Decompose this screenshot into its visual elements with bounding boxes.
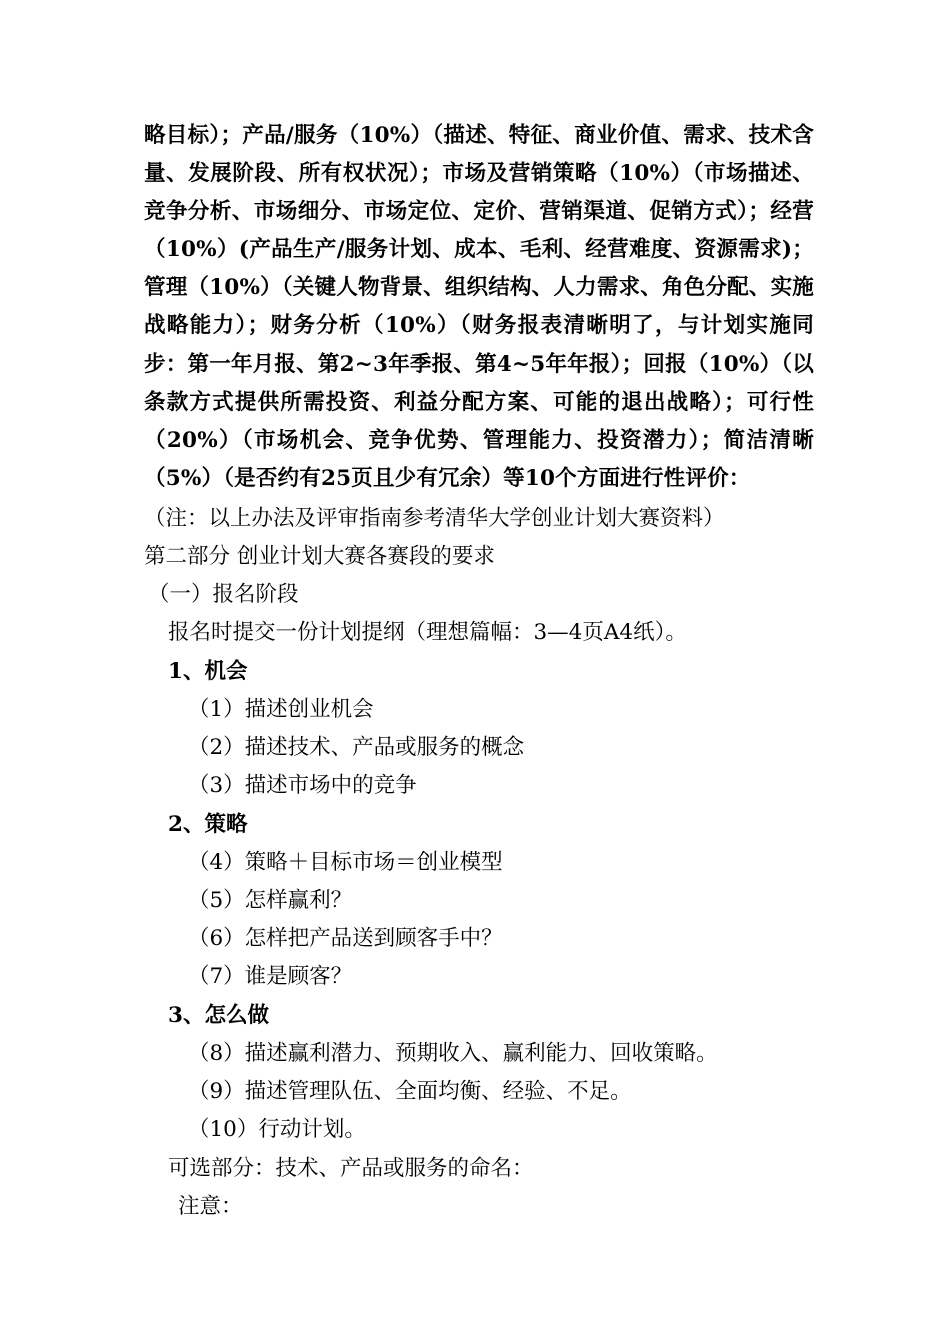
list-item: （2）描述技术、产品或服务的概念 <box>188 735 525 760</box>
optional-line: 可选部分：技术、产品或服务的命名： <box>168 1156 534 1181</box>
attention-line: 注意： <box>178 1194 243 1219</box>
list-item: （3）描述市场中的竞争 <box>188 773 417 798</box>
list-item: （6）怎样把产品送到顾客手中？ <box>188 926 503 951</box>
list-item: （10）行动计划。 <box>188 1117 366 1142</box>
list-item: （1）描述创业机会 <box>188 697 374 722</box>
note-line: （注：以上办法及评审指南参考清华大学创业计划大赛资料） <box>144 506 725 531</box>
list-item: （7）谁是顾客？ <box>188 964 353 989</box>
section-title: 1、机会 <box>168 659 248 684</box>
section-title: 2、策略 <box>168 812 248 837</box>
section-title: 3、怎么做 <box>168 1003 269 1028</box>
list-item: （8）描述赢利潜力、预期收入、赢利能力、回收策略。 <box>188 1041 718 1066</box>
list-item: （9）描述管理队伍、全面均衡、经验、不足。 <box>188 1079 632 1104</box>
part-heading: 第二部分 创业计划大赛各赛段的要求 <box>144 544 495 569</box>
list-item: （4）策略＋目标市场＝创业模型 <box>188 850 503 875</box>
submit-line: 报名时提交一份计划提纲（理想篇幅：3—4页A4纸）。 <box>168 620 687 645</box>
list-item: （5）怎样赢利？ <box>188 888 353 913</box>
stage-heading: （一）报名阶段 <box>148 582 299 607</box>
evaluation-criteria-paragraph: 略目标）；产品/服务（10%）（描述、特征、商业价值、需求、技术含量、发展阶段、所有权状况）；市场及营销策略（10%）（市场描述、竞争分析、市场细分、市场定位、定价、营销渠道、促销方式）；经营（10%）(产品生产/服务计划、成本、毛利、经营难度、资源需求)；管理（10%）（关键人物背景、组织结构、人力需求、角色分配、实施战略能力）；财务分析（10%）（财务报表清晰明了，与计划实施同步：第一年月报、第2~3年季报、第4~5年年报）；回报（10%）（以条款方式提供所需投资、利益分配方案、可能的退出战略）；可行性（20%）（市场机会、竞争优势、管理能力、投资潜力）；简洁清晰（5%）（是否约有25页且少有冗余）等10个方面进行性评价： <box>144 123 814 491</box>
